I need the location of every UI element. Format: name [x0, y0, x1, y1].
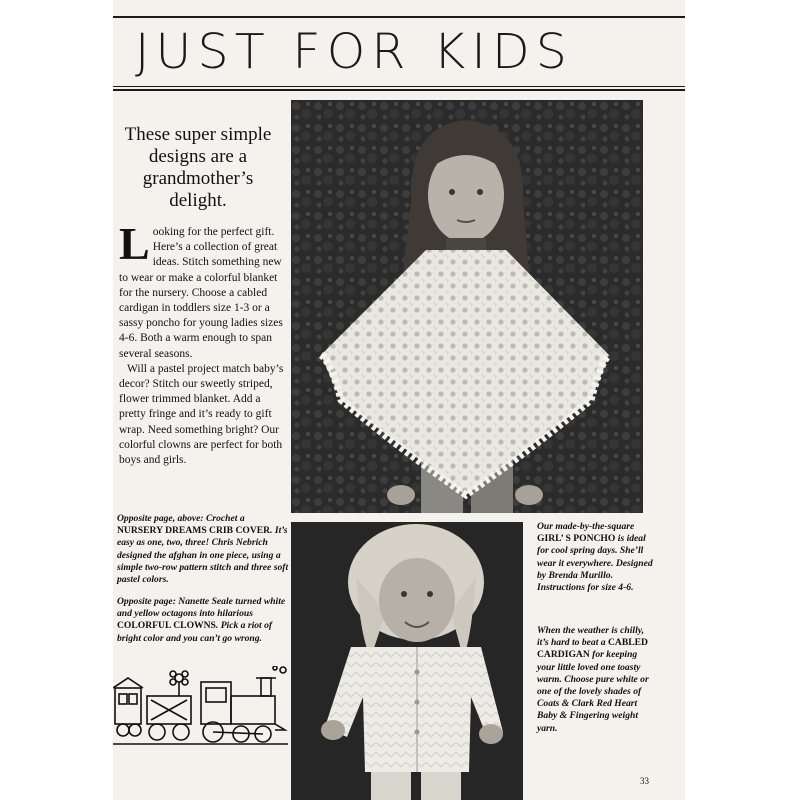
caption-cardigan	[537, 625, 655, 735]
caption-product-name: NURSERY DREAMS CRIB COVER	[117, 525, 271, 537]
magazine-page	[113, 0, 685, 800]
headline: These super simple designs are a grandmother’s delight.	[124, 124, 272, 211]
page-title: JUST FOR KIDS	[135, 24, 573, 80]
caption-product-name: GIRL’ S PONCHO	[537, 533, 616, 545]
toy-train-art	[113, 666, 288, 750]
caption-lead: Opposite page: Nanette Seale turned white and yellow octagons into hilarious	[117, 596, 286, 620]
caption-product-name: COLORFUL CLOWNS	[117, 620, 216, 632]
caption-rest: is ideal for cool spring days. She’ll wear it everywhere. Designed by Brenda Murillo. Instructions for size 4-6.	[537, 533, 653, 594]
cardigan-photo-art	[291, 522, 523, 800]
caption-lead: When the weather is chilly, it’s hard to beat a	[537, 625, 645, 649]
caption-crib-cover	[117, 513, 289, 586]
title-rule-thick	[113, 89, 685, 91]
caption-product-name: CABLED CARDIGAN	[537, 637, 648, 661]
caption-rest: . It’s easy as one, two, three! Chris Nebrich designed the afghan in one piece, using a simple two-row pattern stitch and three soft pastel colors.	[117, 525, 289, 586]
toy-train-illustration	[113, 666, 288, 750]
poncho-photo	[291, 100, 643, 513]
page-number: 33	[640, 776, 649, 786]
poncho-photo-art	[291, 100, 643, 513]
cardigan-photo	[291, 522, 523, 800]
intro-body	[119, 218, 287, 468]
caption-rest: for keeping your little loved one toasty warm. Choose pure white or one of the lovely shades of Coats & Clark Red Heart Baby & Fingering weight yarn.	[537, 649, 649, 734]
title-rule-thin	[113, 86, 685, 87]
caption-lead: Our made-by-the-square	[537, 521, 635, 532]
intro-paragraph-2: Will a pastel project match baby’s decor? Stitch our sweetly striped, flower trimmed blanket. Add a pretty fringe and it’s ready to gift wrap. Need something bright? Our colorful clowns are perfect for both boys and girls.	[119, 362, 284, 467]
caption-rest: . Pick a riot of bright color and you can’t go wrong.	[117, 620, 273, 644]
caption-lead: Opposite page, above: Crochet a	[117, 513, 245, 524]
caption-clowns	[117, 596, 289, 645]
drop-cap: L	[119, 218, 150, 269]
top-rule	[113, 16, 685, 18]
intro-paragraph-1: ooking for the perfect gift. Here’s a collection of great ideas. Stitch something new to wear or make a colorful blanket for the nursery. Choose a cabled cardigan in toddlers size 1-3 or a sassy poncho for young ladies sizes 4-6. Both a warm enough to span several seasons.	[119, 226, 283, 360]
caption-poncho	[537, 521, 655, 594]
